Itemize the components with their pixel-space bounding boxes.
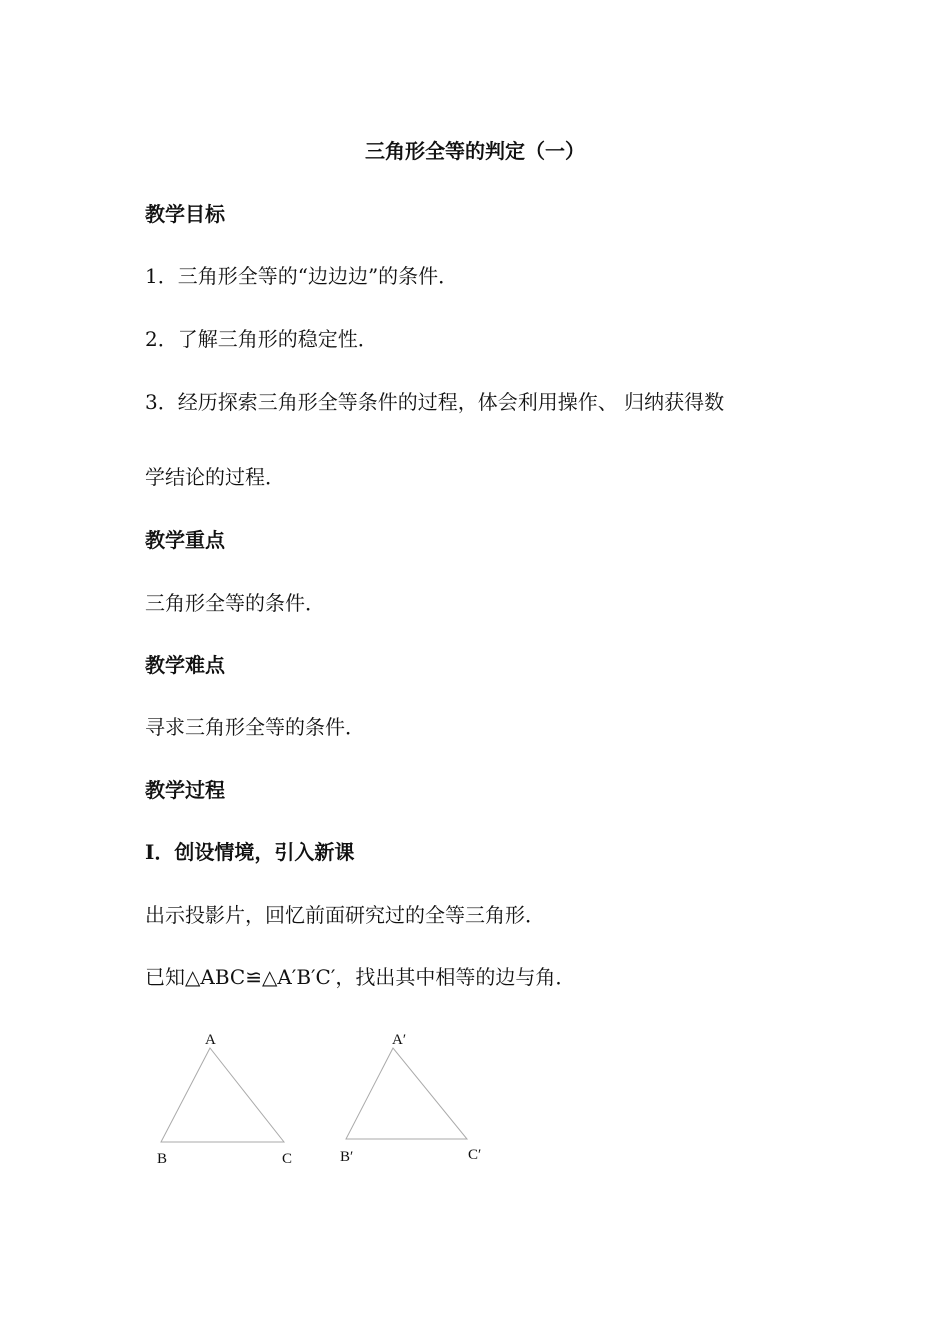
- objective-1: 1．三角形全等的“边边边”的条件．: [145, 264, 459, 288]
- label-c: C: [282, 1151, 293, 1167]
- objective-3-line1: 3．经历探索三角形全等条件的过程，体会利用操作、 归纳获得数: [145, 390, 725, 414]
- difficulty-heading: 教学难点: [145, 653, 225, 677]
- triangle-a-prime-b-prime-c-prime: [346, 1048, 467, 1139]
- objective-3-line2: 学结论的过程．: [145, 465, 285, 489]
- key-point-text: 三角形全等的条件．: [145, 591, 325, 615]
- part1-heading: I．创设情境，引入新课: [145, 840, 355, 864]
- triangles-figure: [140, 1018, 500, 1178]
- difficulty-text: 寻求三角形全等的条件．: [145, 715, 365, 739]
- label-a-prime: A′: [392, 1032, 407, 1048]
- objective-2: 2．了解三角形的稳定性．: [145, 327, 378, 351]
- label-b-prime: B′: [340, 1149, 354, 1165]
- process-heading: 教学过程: [145, 778, 225, 802]
- document-title: 三角形全等的判定（一）: [365, 139, 585, 163]
- objectives-heading: 教学目标: [145, 202, 225, 226]
- label-a: A: [205, 1032, 216, 1048]
- part1-text-1: 出示投影片，回忆前面研究过的全等三角形．: [145, 903, 545, 927]
- triangle-abc: [161, 1048, 284, 1142]
- label-b: B: [157, 1151, 168, 1167]
- part1-text-2: 已知△ABC≌△A′B′C′，找出其中相等的边与角．: [145, 965, 576, 989]
- key-point-heading: 教学重点: [145, 528, 225, 552]
- label-c-prime: C′: [468, 1147, 482, 1163]
